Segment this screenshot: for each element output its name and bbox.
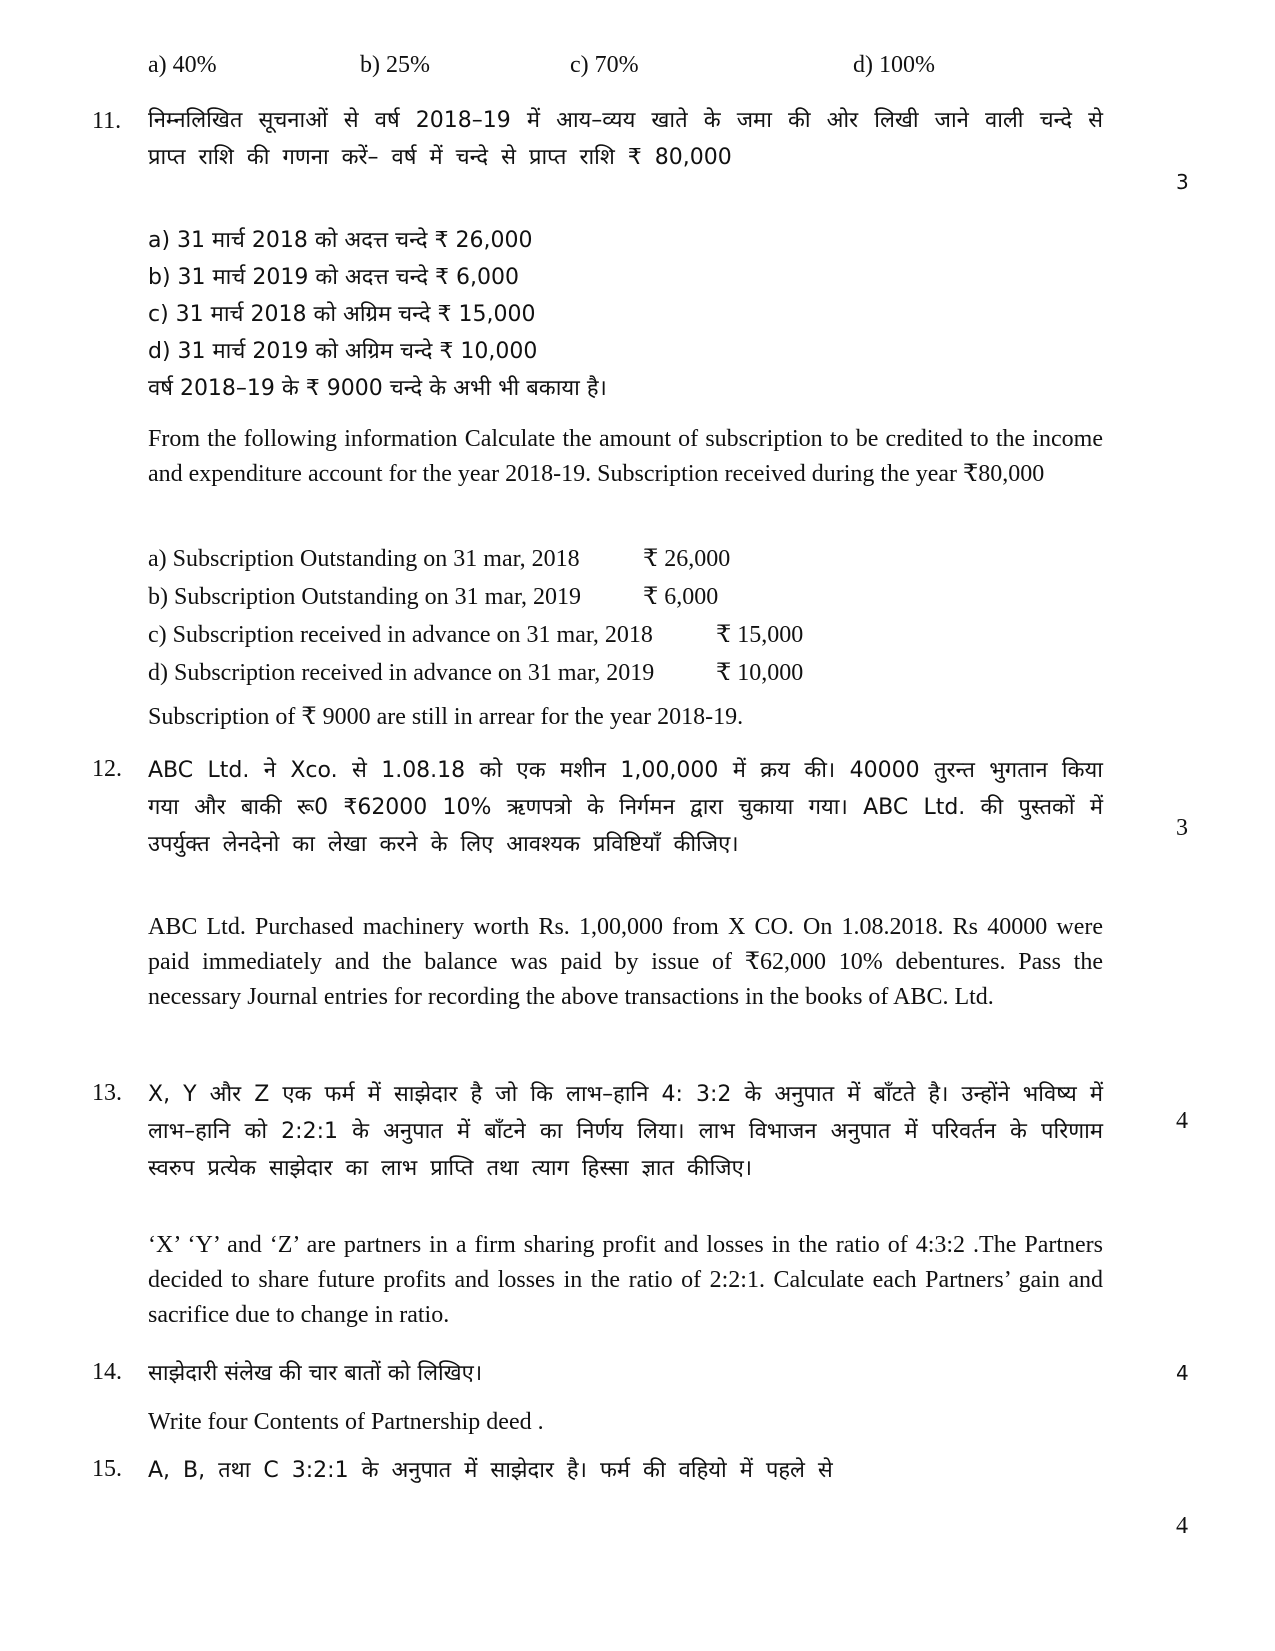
question-hindi-text: X, Y और Z एक फर्म में साझेदार है जो कि लाभ–हानि 4: 3:2 के अनुपात में बाँटते है। उन्होंने भविष्य में लाभ–हानि को 2:2:1 के अनुपात में बाँटने का निर्णय लिया। लाभ विभाजन अनुपात में परिवर्तन के परिणाम स्वरुप प्रत्येक साझेदार का लाभ प्राप्ति तथा त्याग हिस्सा ज्ञात कीजिए। [148,1082,1103,1181]
marks-q12: 3 [1176,815,1188,841]
hindi-item: b) 31 मार्च 2019 को अदत्त चन्दे ₹ 6,000 [148,265,520,290]
question-english-text: ABC Ltd. Purchased machinery worth Rs. 1,00,000 from X CO. On 1.08.2018. Rs 40000 were paid immediately and the balance was paid by issue of ₹62,000 10% debentures. Pass the necessary Journal entries for recording the above transactions in the books of ABC. Ltd. [148,914,1103,1010]
question-english-text: Write four Contents of Partnership deed . [148,1409,544,1435]
question-hindi-text: निम्नलिखित सूचनाओं से वर्ष 2018–19 में आय–व्यय खाते के जमा की ओर लिखी जाने वाली चन्दे से प्राप्त राशि की गणना करें– वर्ष में चन्दे से प्राप्त राशि ₹ 80,000 [148,108,1103,170]
question-hindi-text: A, B, तथा C 3:2:1 के अनुपात में साझेदार है। फर्म की वहियो में पहले से [148,1458,833,1483]
question-number: 15. [92,1456,122,1482]
english-item: c) Subscription received in advance on 31 mar, 2018 ₹ 15,000 [148,622,804,648]
question-english-text: ‘X’ ‘Y’ and ‘Z’ are partners in a firm sharing profit and losses in the ratio of 4:3:2 .The Partners decided to share future profits and losses in the ratio of 2:2:1. Calculate each Partners’ gain and sacrifice due to change in ratio. [148,1232,1103,1328]
english-item: d) Subscription received in advance on 31 mar, 2019 ₹ 10,000 [148,660,804,686]
question-number: 13. [92,1080,122,1106]
english-item: b) Subscription Outstanding on 31 mar, 2019 ₹ 6,000 [148,584,719,610]
answer-options [148,52,1048,86]
question-number: 14. [92,1359,122,1385]
option-b: b) 25% [360,52,430,78]
english-items [148,540,1103,692]
hindi-item: c) 31 मार्च 2018 को अग्रिम चन्दे ₹ 15,000 [148,302,536,327]
option-c: c) 70% [570,52,639,78]
question-english-text: From the following information Calculate the amount of subscription to be credited to the income and expenditure account for the year 2018-19. Subscription received during the year ₹80,000 [148,426,1103,487]
question-number: 11. [92,108,122,134]
option-d: d) 100% [853,52,935,78]
hindi-item: d) 31 मार्च 2019 को अग्रिम चन्दे ₹ 10,000 [148,339,538,364]
hindi-item: a) 31 मार्च 2018 को अदत्त चन्दे ₹ 26,000 [148,228,533,253]
english-note: Subscription of ₹ 9000 are still in arrear for the year 2018-19. [148,704,744,730]
option-a: a) 40% [148,52,217,78]
question-number: 12. [92,756,122,782]
question-hindi-text: साझेदारी संलेख की चार बातों को लिखिए। [148,1361,483,1386]
marks-q15: 4 [1176,1513,1188,1539]
question-hindi-text: ABC Ltd. ने Xco. से 1.08.18 को एक मशीन 1,00,000 में क्रय की। 40000 तुरन्त भुगतान किया गया और बाकी रू0 ₹62000 10% ऋणपत्रो के निर्गमन द्वारा चुकाया गया। ABC Ltd. की पुस्तकों में उपर्युक्त लेनदेनो का लेखा करने के लिए आवश्यक प्रविष्टियाँ कीजिए। [148,758,1103,857]
hindi-items [148,222,1103,407]
hindi-note: वर्ष 2018–19 के ₹ 9000 चन्दे के अभी भी बकाया है। [148,376,607,401]
marks-q13: 4 [1176,1108,1188,1134]
marks-q11: 3 [1176,170,1189,194]
english-item: a) Subscription Outstanding on 31 mar, 2018 ₹ 26,000 [148,546,731,572]
marks-q14: 4 [1176,1361,1189,1385]
